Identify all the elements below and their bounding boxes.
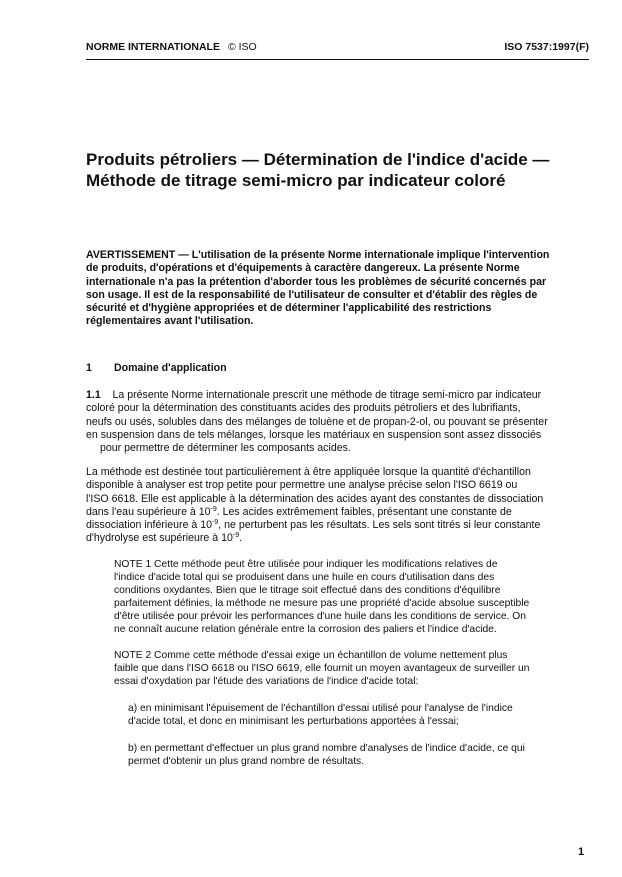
page-header (86, 41, 589, 55)
list-item-line: d'acide total, et donc en minimisant les perturbations apportées à l'essai; (128, 716, 459, 727)
warning-block (86, 249, 589, 329)
clause-line: coloré pour la détermination des constituants acides des produits pétroliers et des lubrifiants, (86, 402, 521, 415)
note-line: conditions oxydantes. Bien que le titrage soit effectué dans des conditions d'équilibre (114, 585, 501, 596)
line-text: d'hydrolyse est supérieure à 10 (86, 532, 233, 545)
title-line-1: Produits pétroliers — Détermination de l'indice d'acide — (86, 150, 550, 169)
warning-line: sécurité et d'hygiène appropriées et de déterminer l'applicabilité des restrictions (86, 302, 492, 315)
clause-line: en suspension dans de tels mélanges, lorsque les matériaux en suspension sont assez dissociés (86, 428, 542, 441)
document-title (86, 149, 589, 191)
list-item-a (128, 702, 589, 728)
section-number: 1 (86, 362, 92, 374)
paragraph-line: disponible à analyser est trop petite pour permettre une analyse précise selon l'ISO 6619 ou (86, 479, 518, 492)
section-title: Domaine d'application (114, 362, 227, 374)
note-line: essai d'oxydation par l'étude des variations de l'indice d'acide total: (114, 676, 419, 687)
note-2 (114, 649, 589, 688)
paragraph-line: La méthode est destinée tout particulièrement à être appliquée lorsque la quantité d'échantillon (86, 466, 531, 478)
header-copyright: © ISO (227, 41, 257, 53)
clause-line: neufs ou usés, solubles dans des mélanges de toluène et de propan-2-ol, ou pouvant se présenter (86, 415, 548, 428)
method-paragraph (86, 466, 589, 546)
header-standard-number: ISO 7537:1997(F) (504, 41, 589, 53)
list-item-line: a) en minimisant l'épuisement de l'échantillon d'essai utilisé pour l'analyse de l'indice (128, 703, 513, 714)
list-item-b (128, 742, 589, 768)
paragraph-line (86, 506, 589, 519)
clause-number: 1.1 (86, 389, 101, 401)
clause-line: pour permettre de déterminer les composants acides. (100, 442, 351, 455)
paragraph-line (86, 519, 589, 532)
note-line: parfaitement définies, la méthode ne mesure pas une propriété d'acide absolue susceptible (114, 598, 530, 609)
page-number: 1 (578, 846, 585, 858)
note-line: l'indice d'acide total qui se produisent dans une huile en cours d'utilisation dans des (114, 572, 495, 583)
line-text: dissociation inférieure à 10 (86, 519, 213, 532)
list-item-line: b) en permettant d'effectuer un plus grand nombre d'analyses de l'indice d'acide, ce qui (128, 743, 525, 754)
line-text: . Les acides extrêmement faibles, présentant une constante de (216, 505, 512, 518)
warning-line: internationale n'a pas la prétention d'aborder tous les problèmes de sécurité concernés par (86, 275, 547, 288)
clause-1-1 (86, 389, 589, 455)
list-item-line: permet d'obtenir un plus grand nombre de résultats. (128, 756, 365, 767)
note-line: NOTE 1 Cette méthode peut être utilisée pour indiquer les modifications relatives de (114, 559, 498, 570)
warning-line: réglementaires avant l'utilisation. (86, 315, 254, 328)
line-text: . (239, 532, 243, 545)
header-standard-type: NORME INTERNATIONALE (86, 41, 220, 53)
note-line: d'être utilisée pour prévoir les performances d'une huile dans les conditions de service. On (114, 611, 527, 622)
exponent: -9 (210, 505, 217, 513)
line-text: dans l'eau supérieure à 10 (86, 505, 211, 518)
note-line: ne connaît aucune relation générale entre la corrosion des paliers et l'indice d'acide. (114, 624, 497, 635)
line-text: , ne perturbent pas les résultats. Les sels sont titrés si leur constante (218, 519, 541, 532)
clause-line-text: La présente Norme internationale prescrit une méthode de titrage semi-micro par indicateur (112, 389, 542, 401)
exponent: -9 (232, 532, 240, 540)
clause-line (86, 389, 589, 402)
warning-line: son usage. Il est de la responsabilité de l'utilisateur de consulter et d'établir des règles de (86, 288, 538, 301)
paragraph-line: l'ISO 6618. Elle est applicable à la détermination des acides ayant des constantes de dissociation (86, 492, 544, 505)
paragraph-line (86, 532, 589, 545)
title-line-2: Méthode de titrage semi-micro par indicateur coloré (86, 171, 506, 190)
warning-line: de produits, d'opérations et d'équipements à caractère dangereux. La présente Norme (86, 262, 520, 275)
warning-line: AVERTISSEMENT — L'utilisation de la présente Norme internationale implique l'intervention (86, 249, 550, 261)
exponent: -9 (212, 519, 219, 527)
header-rule (86, 59, 589, 60)
header-left (86, 41, 257, 53)
note-line: NOTE 2 Comme cette méthode d'essai exige un échantillon de volume nettement plus (114, 650, 508, 661)
note-line: faible que dans l'ISO 6618 ou l'ISO 6619, elle fournit un moyen avantageux de surveiller un (114, 663, 530, 674)
note-1 (114, 558, 589, 636)
